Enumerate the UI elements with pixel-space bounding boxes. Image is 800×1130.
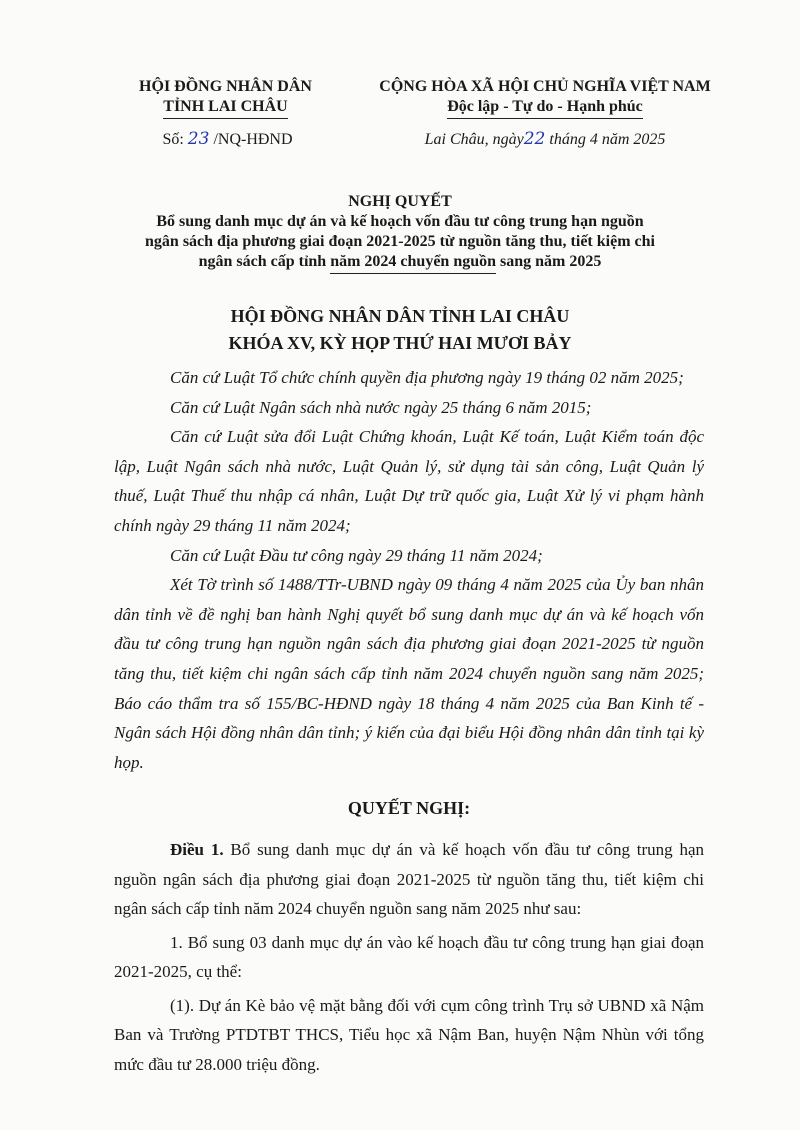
- preamble-item: Xét Tờ trình số 1488/TTr-UBND ngày 09 tháng 4 năm 2025 của Ủy ban nhân dân tỉnh về đề nghị ban hành Nghị quyết bổ sung danh mục dự án và kế hoạch vốn đầu tư công trung hạn nguồn ngân sách địa phương giai đoạn 2021-2025 từ nguồn tăng thu, tiết kiệm chi ngân sách cấp tỉnh năm 2024 chuyển nguồn sang năm 2025; Báo cáo thẩm tra số 155/BC-HĐND ngày 18 tháng 4 năm 2025 của Ban Kinh tế - Ngân sách Hội đồng nhân dân tỉnh; ý kiến của đại biểu Hội đồng nhân dân tỉnh tại kỳ họp.: [114, 575, 704, 772]
- authority-line-1: HỘI ĐỒNG NHÂN DÂN: [139, 78, 312, 95]
- authority-line-2: TỈNH LAI CHÂU: [163, 97, 287, 119]
- council-name: HỘI ĐỒNG NHÂN DÂN TỈNH LAI CHÂU: [230, 306, 570, 326]
- number-suffix: /NQ-HĐND: [213, 131, 293, 148]
- nation-name: CỘNG HÒA XÃ HỘI CHỦ NGHĨA VIỆT NAM: [379, 78, 711, 95]
- clause-1: 1. Bổ sung 03 danh mục dự án vào kế hoạch đầu tư công trung hạn giai đoạn 2021-2025, cụ thể:: [114, 932, 704, 982]
- title-main: NGHỊ QUYẾT: [348, 193, 452, 210]
- resolves-heading: QUYẾT NGHỊ:: [347, 798, 471, 819]
- title-sub-2: ngân sách địa phương giai đoạn 2021-2025 từ nguồn tăng thu, tiết kiệm chi: [145, 233, 655, 250]
- article-1-text: Bổ sung danh mục dự án và kế hoạch vốn đầu tư công trung hạn nguồn ngân sách địa phương giai đoạn 2021-2025 từ nguồn tăng thu, tiết kiệm chi ngân sách cấp tỉnh năm 2024 chuyển nguồn sang năm 2025 như sau:: [114, 839, 705, 919]
- council-heading: [100, 303, 700, 357]
- date-prefix: Lai Châu, ngày: [424, 131, 524, 148]
- resolution-title: [100, 192, 700, 274]
- handwritten-day: 22: [523, 129, 546, 149]
- title-sub-1: Bổ sung danh mục dự án và kế hoạch vốn đầu tư công trung hạn nguồn: [156, 213, 644, 230]
- number-prefix: Số:: [162, 131, 184, 148]
- project-item-1: (1). Dự án Kè bảo vệ mặt bằng đối với cụm công trình Trụ sở UBND xã Nậm Ban và Trường PTDTBT THCS, Tiểu học xã Nậm Ban, huyện Nậm Nhùn với tổng mức đầu tư 28.000 triệu đồng.: [114, 995, 704, 1075]
- issue-date: [345, 129, 745, 149]
- motto: Độc lập - Tự do - Hạnh phúc: [447, 97, 643, 119]
- article-1: [114, 835, 704, 924]
- preamble-item: Căn cứ Luật Tổ chức chính quyền địa phương ngày 19 tháng 02 năm 2025;: [170, 368, 684, 387]
- preamble-item: Căn cứ Luật Ngân sách nhà nước ngày 25 tháng 6 năm 2015;: [170, 397, 592, 417]
- issuing-authority: [118, 77, 333, 119]
- title-sub-3b: năm 2024 chuyển nguồn: [330, 252, 496, 274]
- title-sub-3a: ngân sách cấp tỉnh: [198, 253, 327, 270]
- article-1-label: Điều 1.: [170, 839, 224, 859]
- title-sub-3c: sang năm 2025: [500, 253, 602, 270]
- preamble-item: Căn cứ Luật Đầu tư công ngày 29 tháng 11 năm 2024;: [170, 545, 543, 565]
- document-number: [120, 129, 335, 149]
- preamble-item: Căn cứ Luật sửa đổi Luật Chứng khoán, Luật Kế toán, Luật Kiểm toán độc lập, Luật Ngân sách nhà nước, Luật Quản lý, sử dụng tài sản công, Luật Quản lý thuế, Luật Thuế thu nhập cá nhân, Luật Dự trữ quốc gia, Luật Xử lý vi phạm hành chính ngày 29 tháng 11 năm 2024;: [114, 427, 704, 535]
- council-session: KHÓA XV, KỲ HỌP THỨ HAI MƯƠI BẢY: [228, 333, 572, 353]
- handwritten-number: 23: [187, 129, 210, 149]
- resolution-body: [114, 363, 704, 1080]
- national-motto: [345, 77, 745, 119]
- date-suffix: tháng 4 năm 2025: [549, 131, 666, 148]
